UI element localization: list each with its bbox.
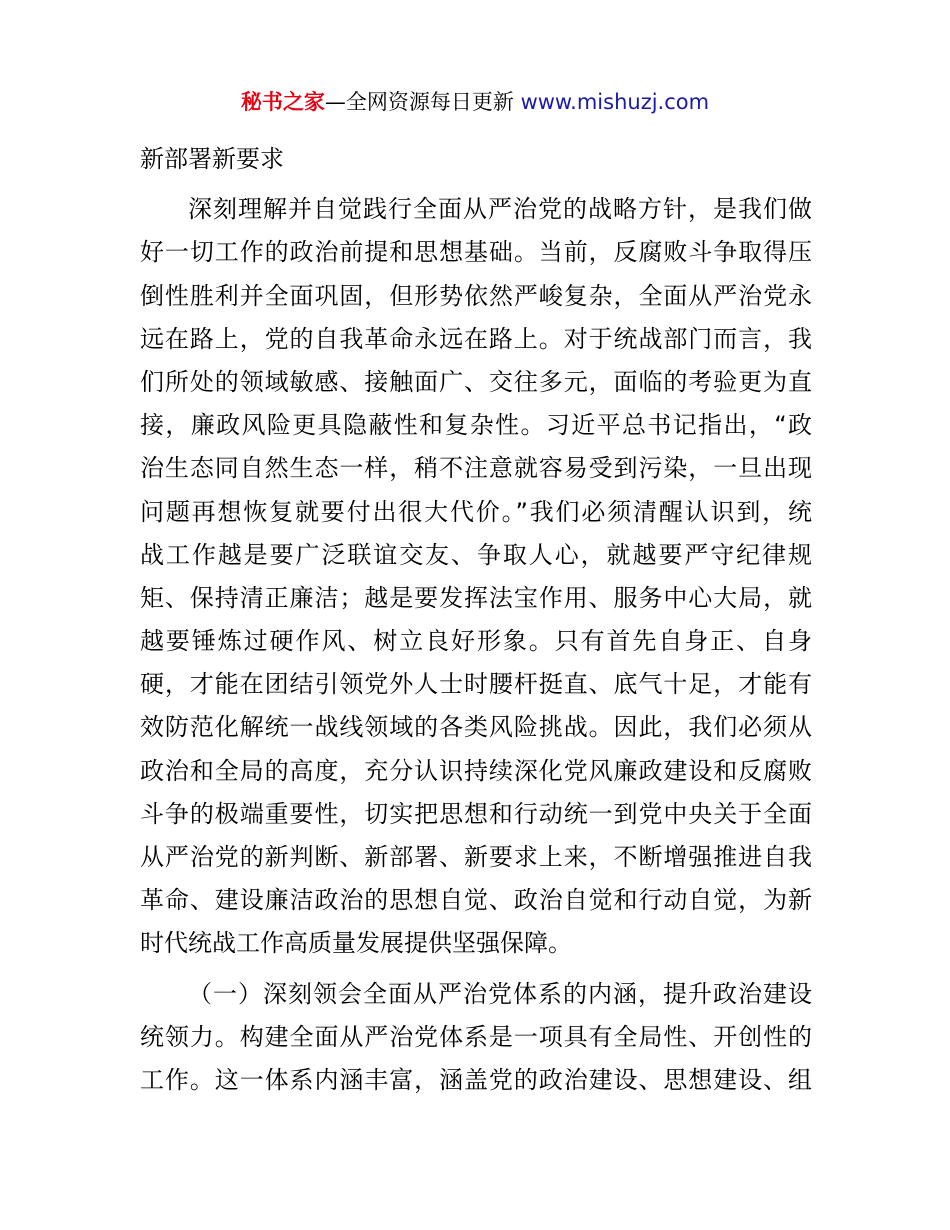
text-line: 新部署新要求 bbox=[140, 145, 284, 173]
text-line: 深刻理解并自觉践行全面从严治党的战略方针，是我们做 bbox=[188, 195, 812, 224]
text-line: 好一切工作的政治前提和思想基础。当前，反腐败斗争取得压 bbox=[140, 238, 812, 267]
text-line: 从严治党的新判断、新部署、新要求上来，不断增强推进自我 bbox=[140, 843, 812, 871]
site-brand: 秘书之家 bbox=[240, 90, 325, 114]
text-line: 硬，才能在团结引领党外人士时腰杆挺直、底气十足，才能有 bbox=[140, 670, 812, 699]
text-line: （一）深刻领会全面从严治党体系的内涵，提升政治建设 bbox=[188, 979, 812, 1008]
text-line: 越要锤炼过硬作风、树立良好形象。只有首先自身正、自身 bbox=[140, 627, 812, 656]
text-line: 治生态同自然生态一样，稍不注意就容易受到污染，一旦出现 bbox=[140, 454, 812, 483]
text-line: 矩、保持清正廉洁；越是要发挥法宝作用、服务中心大局，就 bbox=[140, 583, 812, 612]
text-line: 时代统战工作高质量发展提供坚强保障。 bbox=[140, 929, 572, 958]
document-body bbox=[140, 138, 812, 1102]
text-line: 们所处的领域敏感、接触面广、交往多元，面临的考验更为直 bbox=[140, 367, 812, 396]
text-line: 效防范化解统一战线领域的各类风险挑战。因此，我们必须从 bbox=[140, 713, 812, 742]
site-tagline: —全网资源每日更新 bbox=[324, 90, 521, 114]
text-line: 斗争的极端重要性，切实把思想和行动统一到党中央关于全面 bbox=[140, 799, 812, 828]
text-line: 革命、建设廉洁政治的思想自觉、政治自觉和行动自觉，为新 bbox=[140, 886, 812, 915]
site-url-link[interactable]: www.mishuzj.com bbox=[520, 90, 710, 114]
text-line: 远在路上，党的自我革命永远在路上。对于统战部门而言，我 bbox=[140, 324, 812, 353]
text-line: 政治和全局的高度，充分认识持续深化党风廉政建设和反腐败 bbox=[140, 756, 812, 785]
text-line: 战工作越是要广泛联谊交友、争取人心，就越要严守纪律规 bbox=[140, 540, 812, 569]
site-header bbox=[0, 86, 950, 118]
text-line: 问题再想恢复就要付出很大代价。”我们必须清醒认识到，统 bbox=[140, 497, 812, 526]
text-line: 工作。这一体系内涵丰富，涵盖党的政治建设、思想建设、组 bbox=[140, 1065, 812, 1094]
paragraph-2 bbox=[140, 973, 812, 1103]
paragraph-1 bbox=[140, 188, 812, 965]
text-line: 倒性胜利并全面巩固，但形势依然严峻复杂，全面从严治党永 bbox=[140, 281, 812, 310]
paragraph-heading bbox=[140, 138, 812, 181]
text-line: 接，廉政风险更具隐蔽性和复杂性。习近平总书记指出，“政 bbox=[140, 411, 812, 440]
text-line: 统领力。构建全面从严治党体系是一项具有全局性、开创性的 bbox=[140, 1022, 812, 1051]
